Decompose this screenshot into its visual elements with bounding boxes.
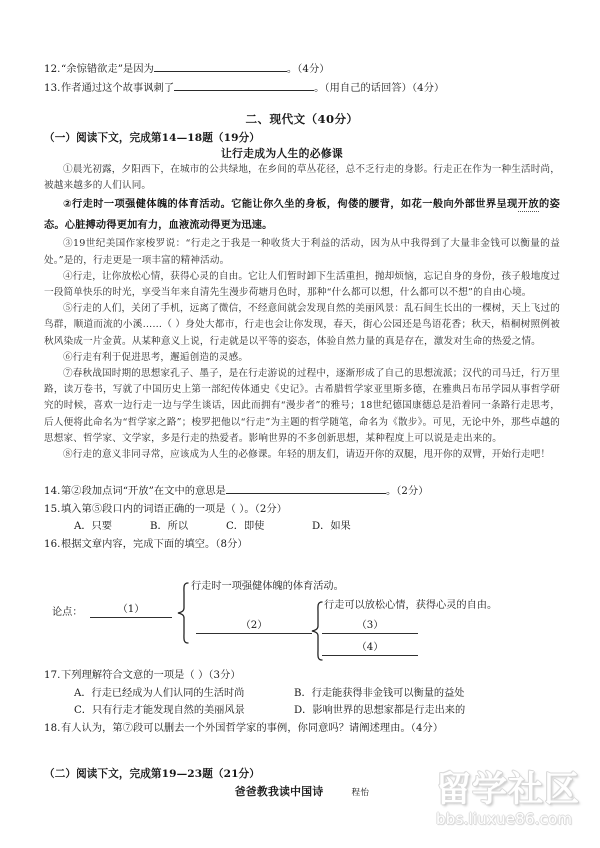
question-15-option-c[interactable]: C．即使 [226,521,265,533]
diagram-blank-4[interactable]: （4） [322,641,418,656]
question-18-number: 18. [44,722,61,734]
article-paragraph-1: ①晨光初露，夕阳西下，在城市的公共绿地，在乡间的草丛花径，总不乏行走的身影。行走正在作为一种生活时尚，被越来越多的人们认同。 [44,164,560,192]
question-12-text-after: 。（4分） [286,64,330,75]
part-two-article-line [44,784,560,799]
question-18 [44,720,560,738]
question-15-stem: 填入第⑤段口内的词语正确的一项是（ ）。（2分） [61,503,288,515]
question-14-text-before: 第②段加点词“开放”在文中的意思是 [61,486,226,498]
question-16-number: 16. [44,538,61,550]
question-17-option-d[interactable]: D．影响世界的思想家都是行走出来的 [294,705,466,717]
question-12 [44,60,560,79]
article-paragraph-2 [44,194,560,236]
question-15-options [44,518,560,536]
question-14-text-after: 。（2分） [385,486,429,498]
question-13 [44,79,560,98]
paragraph-2-part-a: ②行走时一项强健体魄的体育活动。它能让你久坐的身板，佝偻的腰背，如花一般向外部世界呈现 [63,199,518,211]
paragraph-2-part-b: 的姿态。心脏搏动得更加有力，血液流动得更为迅速。 [44,199,560,232]
section-heading: 二、现代文（40分） [245,112,359,126]
article-paragraph-7: ⑦春秋战国时期的思想家孔子、墨子，是在行走游说的过程中，逐渐形成了自己的思想流派；汉代的司马迁，行万里路，读万卷书，写就了中国历史上第一部纪传体通史《史记》。古希腊哲学家亚里斯多德，在雅典吕布吊学园从事哲学研究的时候，喜欢一边行走一边与学生谈话，因此而拥有“漫步者”的雅号；18世纪德国康德总是沿着同一条路行走思考，后人便将此命名为“哲学家之路”；梭罗把他以“行走”为主题的哲学随笔，命名为《散步》。可见，无论中外，那些卓越的思想家、哲学家、文学家，多是行走的热爱者。影响世界的不多创新思想，某种程度上可以说是走出来的。 [44,368,560,444]
diagram-blank-3[interactable]: （3） [322,619,418,634]
article-paragraph-8: ⑧行走的意义非同寻常，应该成为人生的必修课。年轻的朋友们，请迈开你的双腿，甩开你的双臂，开始行走吧！ [63,449,551,461]
outer-brace-icon [175,581,191,645]
watermark-url-text: bbs.liuxue86.com [436,810,573,828]
diagram-sub-branch-1-text: 行走可以放松心情，获得心灵的自由。 [324,600,498,612]
question-15-number: 15. [44,503,61,515]
question-14-answer-blank[interactable] [226,482,386,494]
part-one-heading: （一）阅读下文，完成第14—18题（19分） [44,132,260,144]
question-13-number: 13. [44,82,61,94]
diagram-branch-1-text: 行走时一项强健体魄的体育活动。 [191,581,344,593]
question-15-option-b[interactable]: B．所以 [150,521,189,533]
question-17-stem: 下列理解符合文意的一项是（ ）（3分） [61,670,241,682]
question-16-diagram [44,559,560,667]
question-15 [44,501,560,519]
question-17-number: 17. [44,670,61,682]
question-13-text-after: 。（用自己的话回答）（4分） [314,82,445,94]
question-15-option-d[interactable]: D．如果 [312,521,351,533]
question-14-number: 14. [44,486,61,498]
question-12-text-before: “余惊错欲走”是因为 [61,64,154,75]
question-13-answer-blank[interactable] [174,79,314,91]
article-title: 让行走成为人生的必修课 [220,147,344,160]
question-18-stem: 有人认为，第⑦段可以删去一个外国哲学家的事例，你同意吗？请阐述理由。（4分） [61,722,444,734]
question-14 [44,482,560,501]
article-paragraph-5: ⑤行走的人们，关闭了手机，远离了微信，不经意间就会发现自然的美丽风景：乱石间生长出的一棵树，天上飞过的鸟群，顺道而流的小溪……（ ）身处大都市，行走也会让你发现，春天，街心公园还是鸟语花香；秋天，梧桐树照例被秋风染成一片金黄。从某种意义上说，行走就是以平等的姿态，体验自然力量的真是存在，激发对生命的热爱之情。 [44,303,560,347]
article-paragraph-3: ③19世纪美国作家梭罗说：“行走之于我是一种收货大于利益的活动，因为从中我得到了大量非金钱可以衡量的益处。”是的，行走更是一项丰富的精神活动。 [44,238,560,266]
question-13-text-before: 作者通过这个故事讽刺了 [61,82,175,94]
question-16-stem: 根据文章内容，完成下面的填空。（8分） [61,538,248,550]
question-15-option-a[interactable]: A．只要 [74,521,112,533]
emphasized-word-kaifang: 开放 [517,199,539,211]
part-two-article-title: 爸爸教我读中国诗 [234,785,324,799]
diagram-blank-1[interactable]: （1） [90,603,172,618]
article-paragraph-4: ④行走，让你放松心情，获得心灵的自由。它让人们暂时卸下生活重担，抛却烦恼，忘记自身的身份，孩子般地度过一段简单快乐的时光，享受当年来自清先生漫步荷塘月色时，那种“什么都可以想，什么都可以不想”的自由心境。 [44,270,560,299]
part-two-heading: （二）阅读下文，完成第19—23题（21分） [44,768,260,781]
question-17-options-row-1 [44,685,560,703]
question-17-option-c[interactable]: C．只有行走才能发现自然的美丽风景 [74,705,245,717]
diagram-blank-2[interactable]: （2） [196,619,312,634]
question-12-number: 12. [44,64,61,75]
question-17-option-b[interactable]: B．行走能获得非金钱可以衡量的益处 [294,687,465,699]
question-17-option-a[interactable]: A．行走已经成为人们认同的生活时尚 [74,687,245,699]
question-12-answer-blank[interactable] [154,60,287,72]
part-two-author: 程怡 [351,788,370,799]
article-paragraph-6: ⑥行走有利于促进思考，邂逅创造的灵感。 [63,351,249,363]
diagram-label-lundian: 论点： [52,607,83,619]
question-17-options-row-2 [44,702,560,720]
question-17 [44,667,560,685]
question-16 [44,536,560,554]
watermark-chinese-text: 留学社区 [436,770,581,810]
